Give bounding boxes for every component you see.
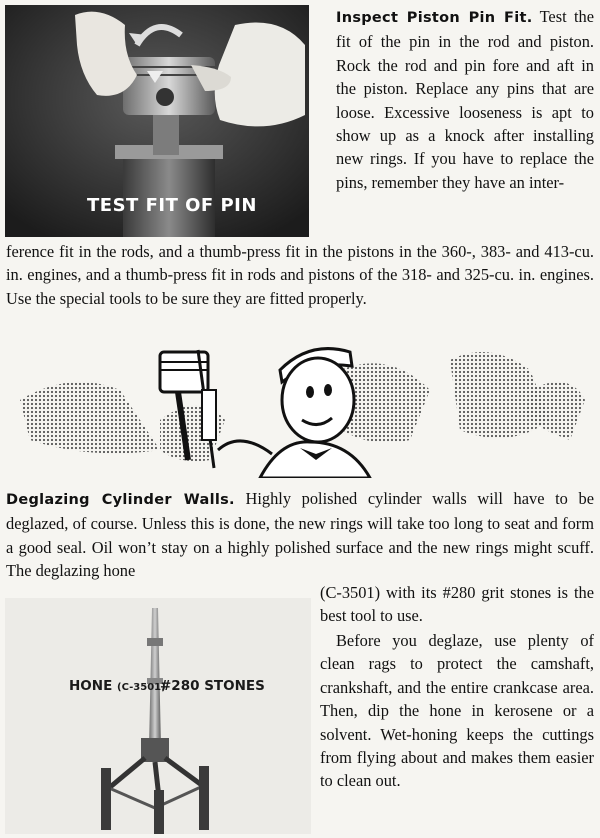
section1-heading: Inspect Piston Pin Fit. [336,10,533,26]
hone-label-word: HONE [69,678,113,694]
hone-label-code: (C-3501) [117,682,166,693]
section1-full-width-text: ference fit in the rods, and a thumb-press fit in the pistons in the 360-, 383- and 413-cu. in. engines, and a thumb-press fit in rods and pistons of the 318- and 325-cu. in. engines. Use the special tools to be sure they are fitted properly. [6,242,594,308]
section1-right-column [336,5,594,194]
section2-right-text-2: Before you deglaze, use plenty of clean rags to protect the camshaft, crankshaft, and the entire crankcase area. Then, dip the hone in kerosene or a solvent. Wet-honing keeps the cuttings from flying about and makes them easier to clean out. [320,631,594,791]
hone-label [69,678,166,694]
section2-full-width-text [6,487,594,583]
section1-right-text: Test the fit of the pin in the rod and piston. Rock the rod and pin fore and aft in the piston. Replace any pins that are loose. Excessive looseness is apt to show up as a knock after installing new rings. If you have to replace the pins, remember they have an inter- [336,7,594,192]
cartoon-mechanic-illustration [10,330,590,478]
hone-tool-illustration [5,598,311,834]
section2-heading: Deglazing Cylinder Walls. [6,492,235,508]
hone-photo [5,598,311,834]
test-fit-of-pin-photo [5,5,309,237]
section2-full-text: Highly polished cylinder walls will have to be deglazed, of course. Unless this is done, the new rings will take too long to seat and form a good seal. Oil won’t stay on a highly polished surface and the new rings might scuff. The deglazing hone [6,489,594,581]
cartoon-mechanic-drawing [10,330,590,478]
stones-label: #280 STONES [160,678,265,694]
section2-right-text-1: (C-3501) with its #280 grit stones is the best tool to use. [320,583,594,626]
test-fit-of-pin-caption: TEST FIT OF PIN [87,195,257,216]
